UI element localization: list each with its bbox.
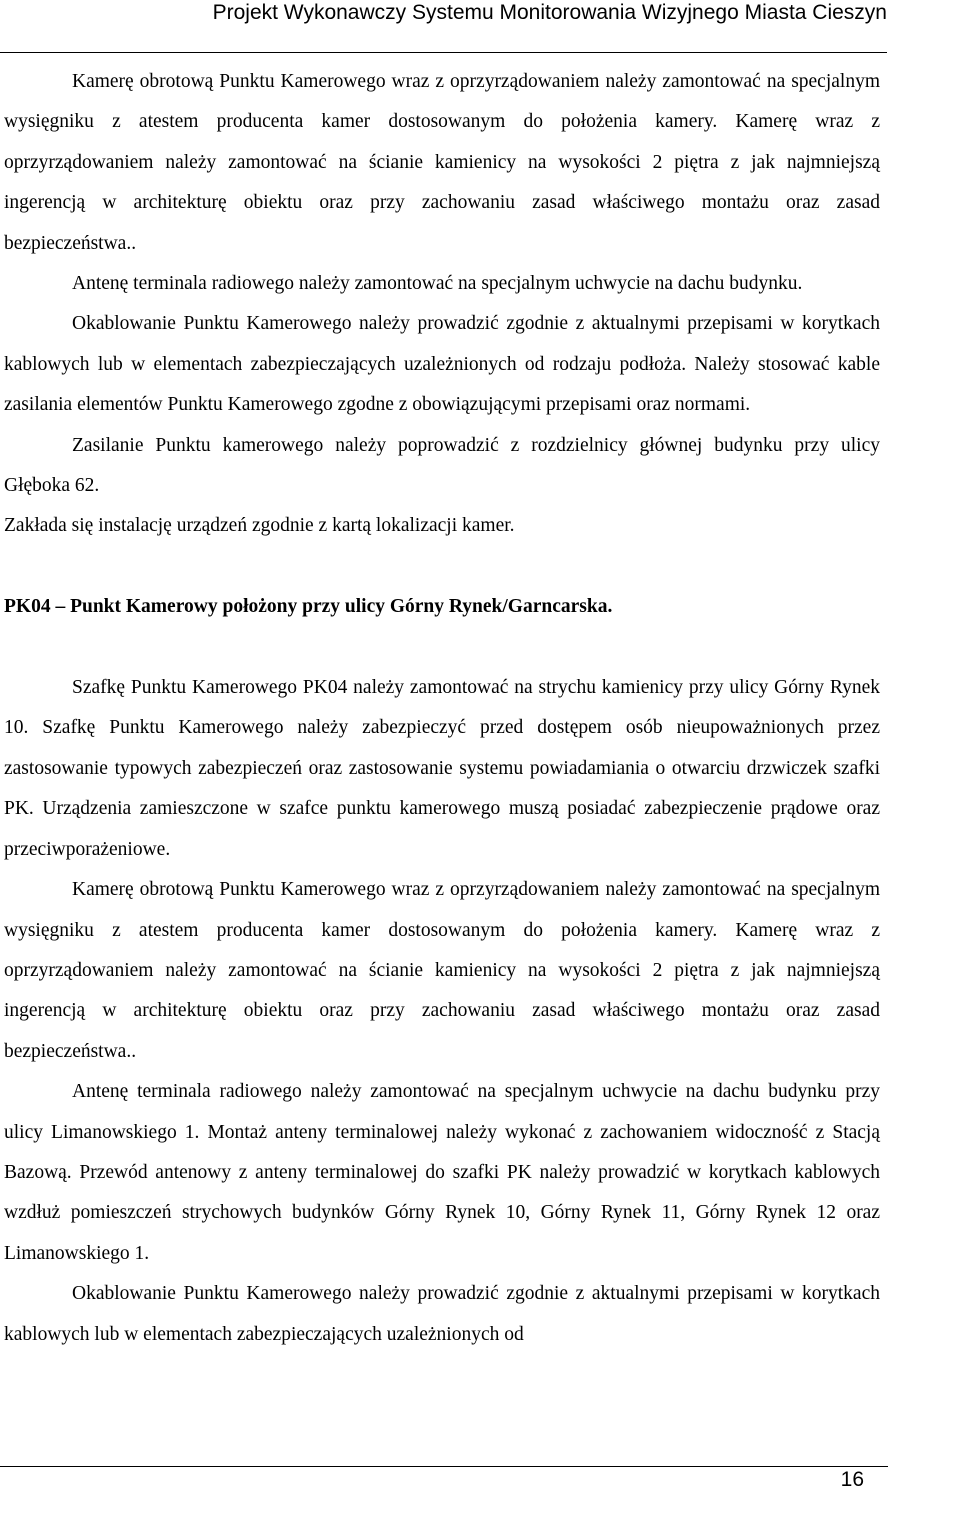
paragraph-power-supply: Zasilanie Punktu kamerowego należy poprowadzić z rozdzielnicy głównej budynku przy ulicy Głębokа 62. [4,434,880,497]
paragraph-cabling: Okablowanie Punktu Kamerowego należy prowadzić zgodnie z aktualnymi przepisami w korytkach kablowych lub w elementach zabezpieczających uzależnionych od rodzaju podłoża. Należy stosować kable zasilania elementów Punktu Kamerowego zgodne z obowiązującymi przepisami oraz normami. [4,313,880,416]
spacer [4,628,880,668]
document-body [4,62,880,1355]
page-header [0,0,887,53]
footer-divider [0,1466,888,1467]
page-number: 16 [840,1468,864,1491]
paragraph-cabinet: Szafkę Punktu Kamerowego PK04 należy zamontować na strychu kamienicy przy ulicy Górny Rynek 10. Szafkę Punktu Kamerowego należy zabezpieczyć przed dostępem osób nieupoważnionych przez zastosowanie typowych zabezpieczeń oraz zastosowanie systemu powiadamiania o otwarciu drzwiczek szafki PK. Urządzenia zamieszczone w szafce punktu kamerowego muszą posiadać zabezpieczenie prądowe oraz przeciwporażeniowe. [4,677,880,860]
spacer [4,547,880,587]
paragraph-installation-note: Zakłada się instalację urządzeń zgodnie z kartą lokalizacji kamer. [4,515,515,537]
paragraph-camera-mounting: Kamerę obrotową Punktu Kamerowego wraz z oprzyrządowaniem należy zamontować na specjalnym wysięgniku z atestem producenta kamer dostosowanym do położenia kamery. Kamerę wraz z oprzyrządowaniem należy zamontować na ścianie kamienicy na wysokości 2 piętra z jak najmniejszą ingerencją w architekturę obiektu oraz przy zachowaniu zasad właściwego montażu oraz zasad bezpieczeństwa.. [4,71,880,254]
section-heading: PK04 – Punkt Kamerowy położony przy ulicy Górny Rynek/Garncarska. [4,596,613,618]
paragraph-antenna-2: Antenę terminala radiowego należy zamontować na specjalnym uchwycie na dachu budynku przy ulicy Limanowskiego 1. Montaż anteny terminalowej należy wykonać z zachowaniem widoczność z Stacją Bazową. Przewód antenowy z anteny terminalowej do szafki PK należy prowadzić w korytkach kablowych wzdłuż pomieszczeń strychowych budynków Górny Rynek 10, Górny Rynek 11, Górny Rynek 12 oraz Limanowskiego 1. [4,1081,880,1264]
header-title: Projekt Wykonawczy Systemu Monitorowania Wizyjnego Miasta Cieszyn [212,1,887,24]
paragraph-camera-mounting-2: Kamerę obrotową Punktu Kamerowego wraz z oprzyrządowaniem należy zamontować na specjalnym wysięgniku z atestem producenta kamer dostosowanym do położenia kamery. Kamerę wraz z oprzyrządowaniem należy zamontować na ścianie kamienicy na wysokości 2 piętra z jak najmniejszą ingerencją w architekturę obiektu oraz przy zachowaniu zasad właściwego montażu oraz zasad bezpieczeństwa.. [4,879,880,1062]
paragraph-cabling-2: Okablowanie Punktu Kamerowego należy prowadzić zgodnie z aktualnymi przepisami w korytkach kablowych lub w elementach zabezpieczających uzależnionych od [4,1283,880,1345]
paragraph-antenna: Antenę terminala radiowego należy zamontować na specjalnym uchwycie na dachu budynku. [72,273,803,295]
